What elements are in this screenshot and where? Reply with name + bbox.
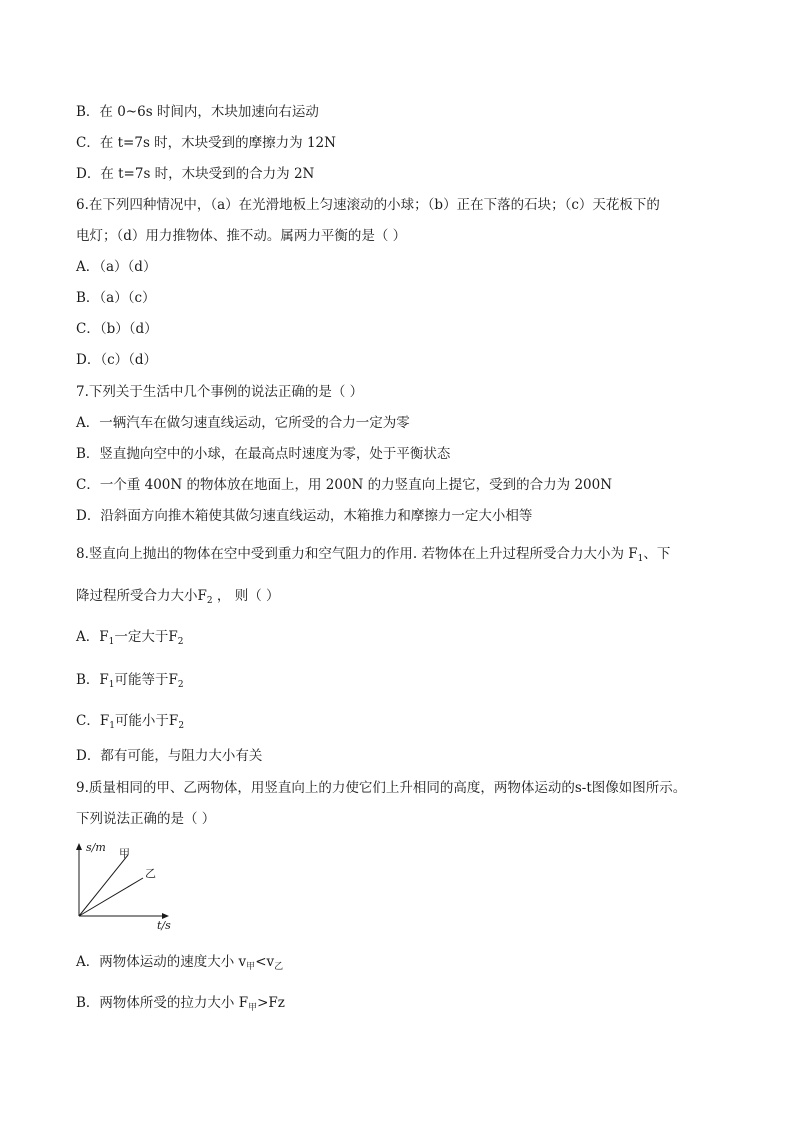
q9-option-a: A．两物体运动的速度大小 $v_甲<v_乙$ xyxy=(76,954,284,972)
q6-option-b: B．（a）（c） xyxy=(76,290,156,306)
line-jia xyxy=(79,855,128,916)
q9-option-b: B．两物体所受的拉力大小 $F_甲>Fz$ xyxy=(76,995,285,1013)
q8-option-c: C．$F_1$可能小于$F_2$ xyxy=(76,713,185,731)
s-t-graph xyxy=(70,840,180,936)
x-axis-label: t/s xyxy=(157,919,171,932)
q5-option-b: B．在 0~6s 时间内，木块加速向右运动 xyxy=(76,104,319,120)
y-axis-arrow xyxy=(76,843,82,850)
q7-option-d: D．沿斜面方向推木箱使其做匀速直线运动，木箱推力和摩擦力一定大小相等 xyxy=(76,508,533,524)
q8-option-a: A．$F_1$一定大于$F_2$ xyxy=(76,629,184,647)
q6-option-c: C．（b）（d） xyxy=(76,321,158,337)
q8-stem-line1: 8.竖直向上抛出的物体在空中受到重力和空气阻力的作用. 若物体在上升过程所受合力大小为 $F_1$、下 xyxy=(76,546,671,564)
line-yi xyxy=(79,878,143,916)
q8-stem-line2: 降过程所受合力大小$F_2$ ， 则（ ） xyxy=(76,588,280,606)
q6-option-a: A．（a）（d） xyxy=(76,259,157,275)
q7-option-a: A．一辆汽车在做匀速直线运动，它所受的合力一定为零 xyxy=(76,415,410,431)
q8-option-b: B．$F_1$可能等于$F_2$ xyxy=(76,672,184,690)
q8-option-d: D．都有可能，与阻力大小有关 xyxy=(76,748,263,764)
q7-option-b: B．竖直抛向空中的小球，在最高点时速度为零，处于平衡状态 xyxy=(76,446,451,462)
q6-stem-line2: 电灯；（d）用力推物体、推不动。属两力平衡的是（ ） xyxy=(76,228,407,244)
q6-option-d: D．（c）（d） xyxy=(76,352,158,368)
y-axis-label: s/m xyxy=(86,841,106,854)
q6-stem-line1: 6.在下列四种情况中，（a）在光滑地板上匀速滚动的小球；（b）正在下落的石块；（c）天花板下的 xyxy=(76,197,660,213)
line-yi-label: 乙 xyxy=(145,867,156,880)
q9-stem-line2: 下列说法正确的是（ ） xyxy=(76,811,216,827)
q9-stem-line1: 9.质量相同的甲、乙两物体，用竖直向上的力使它们上升相同的高度，两物体运动的s-t图像如图所示。 xyxy=(76,780,687,796)
q7-stem: 7.下列关于生活中几个事例的说法正确的是（ ） xyxy=(76,384,364,400)
line-jia-label: 甲 xyxy=(119,847,130,860)
q7-option-c: C．一个重 400N 的物体放在地面上，用 200N 的力竖直向上提它，受到的合力为 200N xyxy=(76,477,613,493)
q5-option-d: D．在 t=7s 时，木块受到的合力为 2N xyxy=(76,166,315,182)
q5-option-c: C．在 t=7s 时，木块受到的摩擦力为 12N xyxy=(76,135,336,151)
